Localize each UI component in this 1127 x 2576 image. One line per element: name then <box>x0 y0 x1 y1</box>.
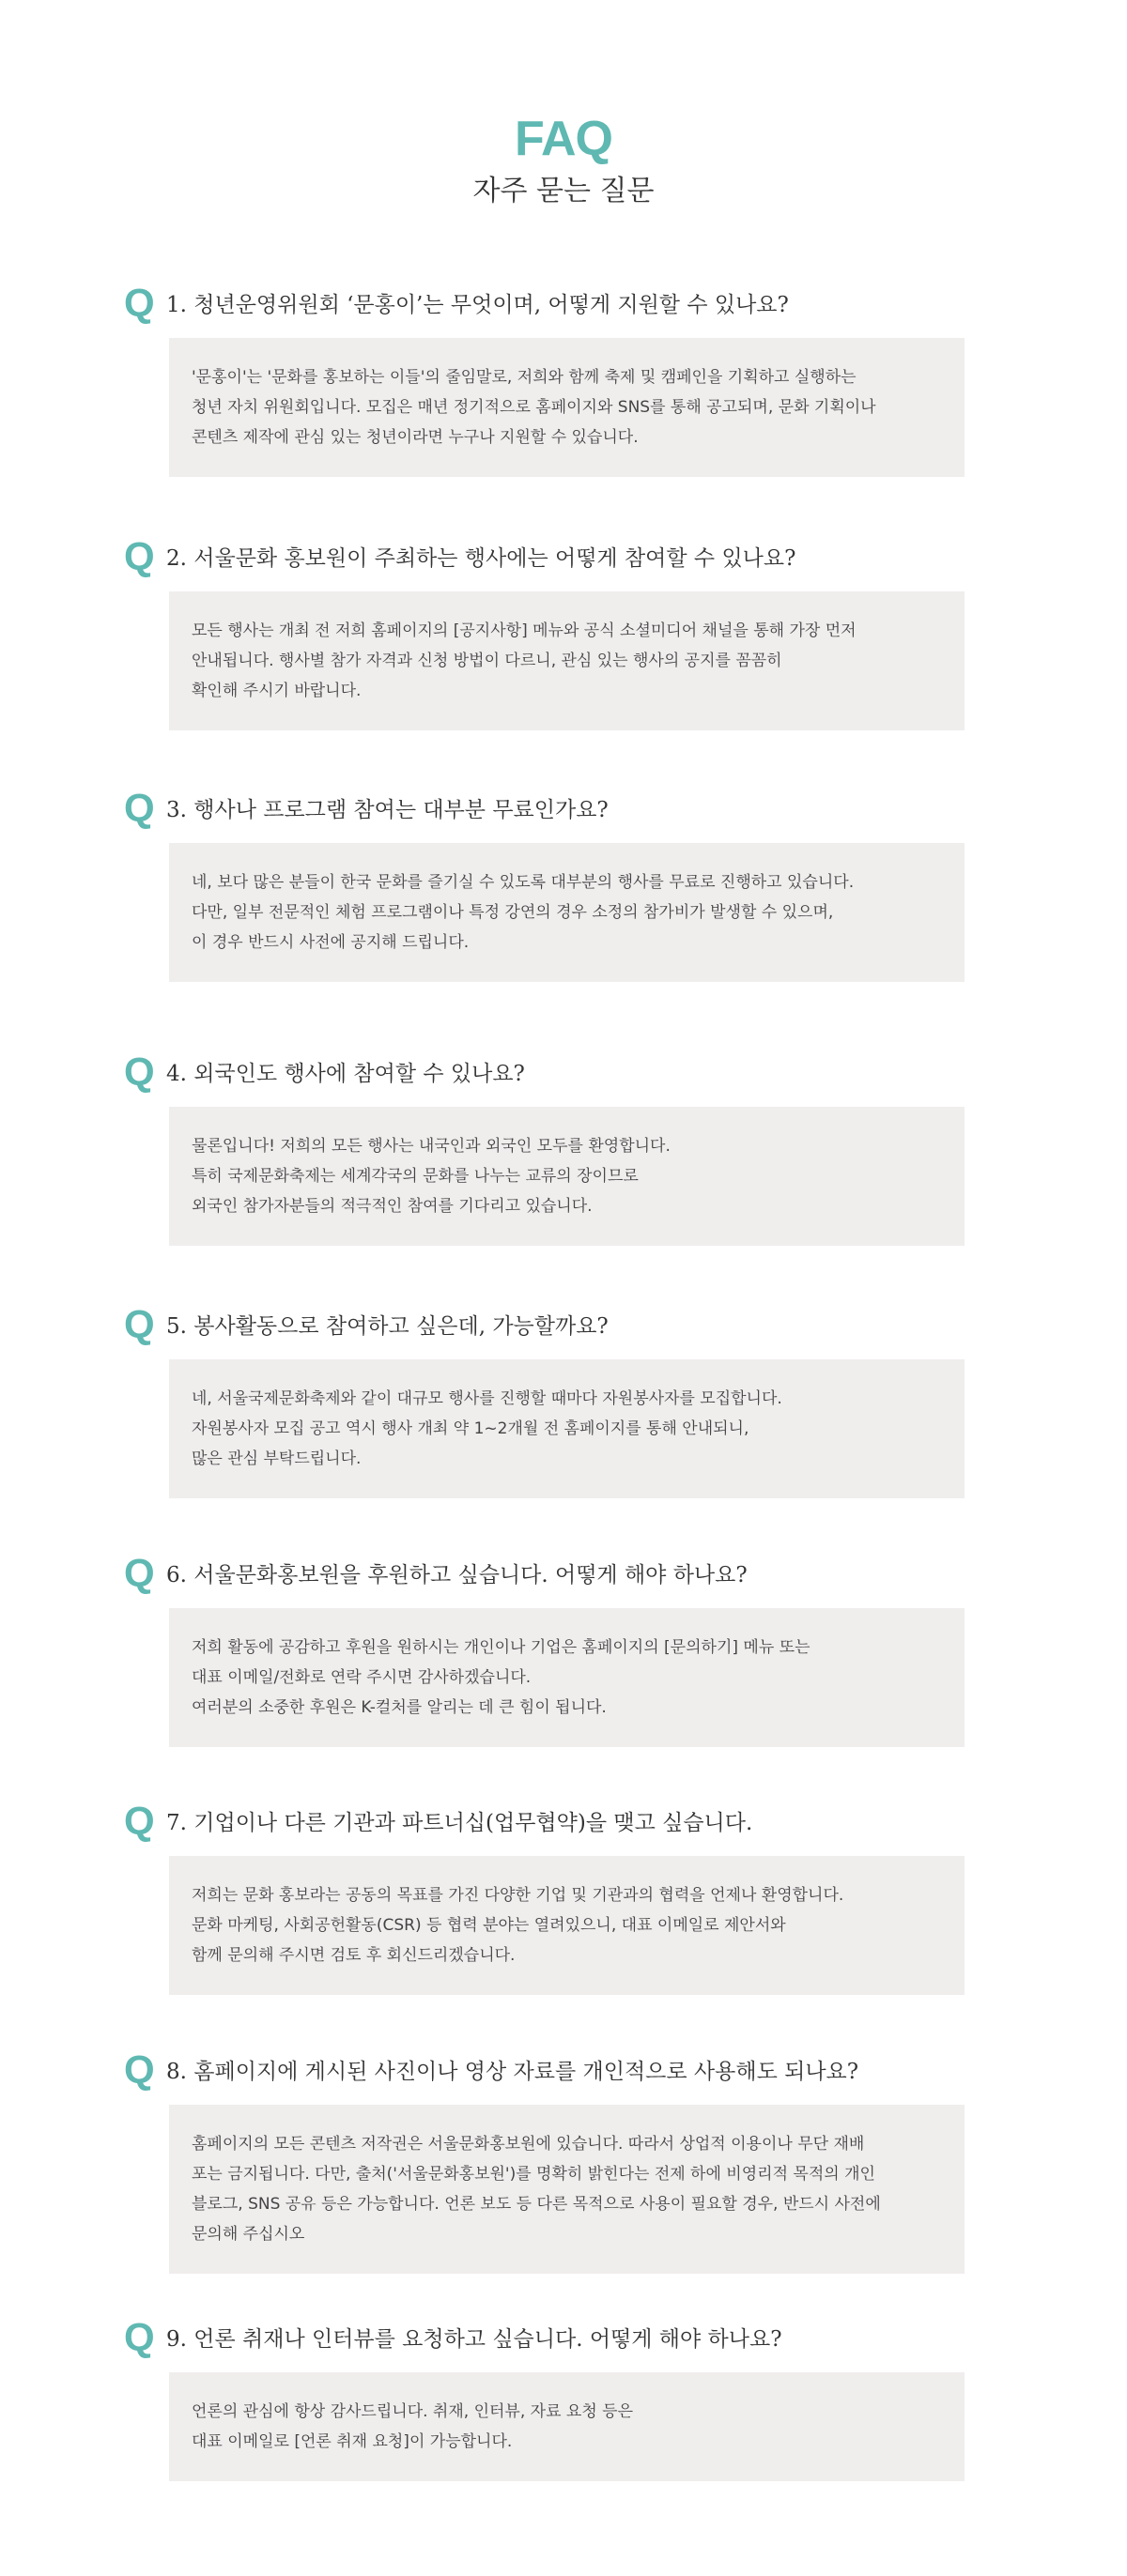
faq-answer <box>169 2372 965 2481</box>
answer-line: 함께 문의해 주시면 검토 후 회신드리겠습니다. <box>192 1946 516 1965</box>
answer-line: 모든 행사는 개최 전 저희 홈페이지의 [공지사항] 메뉴와 공식 소셜미디어 채널을 통해 가장 먼저 <box>192 621 857 640</box>
faq-item-6 <box>124 1550 965 1747</box>
faq-question: 7. 기업이나 다른 기관과 파트너십(업무협약)을 맺고 싶습니다. <box>166 1811 753 1835</box>
faq-question: 2. 서울문화 홍보원이 주최하는 행사에는 어떻게 참여할 수 있나요? <box>166 546 796 571</box>
answer-line: 대표 이메일로 [언론 취재 요청]이 가능합니다. <box>192 2432 513 2451</box>
faq-question: 9. 언론 취재나 인터뷰를 요청하고 싶습니다. 어떻게 해야 하나요? <box>166 2327 782 2352</box>
answer-line: 청년 자치 위원회입니다. 모집은 매년 정기적으로 홈페이지와 SNS를 통해 공고되며, 문화 기획이나 <box>192 398 876 417</box>
answer-line: 다만, 일부 전문적인 체험 프로그램이나 특정 강연의 경우 소정의 참가비가 발생할 수 있으며, <box>192 903 834 922</box>
answer-line: '문홍이'는 '문화를 홍보하는 이들'의 줄임말로, 저희와 함께 축제 및 캠페인을 기획하고 실행하는 <box>192 368 857 387</box>
faq-question-row[interactable] <box>124 533 965 582</box>
faq-answer <box>169 1608 965 1747</box>
faq-question-row[interactable] <box>124 1049 965 1097</box>
q-icon: Q <box>124 1302 155 1346</box>
answer-line: 많은 관심 부탁드립니다. <box>192 1449 362 1468</box>
faq-question: 8. 홈페이지에 게시된 사진이나 영상 자료를 개인적으로 사용해도 되나요? <box>166 2060 859 2084</box>
answer-line: 안내됩니다. 행사별 참가 자격과 신청 방법이 다르니, 관심 있는 행사의 공지를 꼼꼼히 <box>192 652 782 670</box>
faq-item-3 <box>124 785 965 982</box>
answer-line: 저희는 문화 홍보라는 공동의 목표를 가진 다양한 기업 및 기관과의 협력을 언제나 환영합니다. <box>192 1886 844 1905</box>
faq-answer <box>169 2105 965 2274</box>
faq-question: 5. 봉사활동으로 참여하고 싶은데, 가능할까요? <box>166 1314 609 1339</box>
faq-question-row[interactable] <box>124 1550 965 1599</box>
answer-line: 문의해 주십시오 <box>192 2225 305 2244</box>
faq-answer <box>169 1856 965 1995</box>
answer-line: 저희 활동에 공감하고 후원을 원하시는 개인이나 기업은 홈페이지의 [문의하기] 메뉴 또는 <box>192 1638 811 1657</box>
faq-question-row[interactable] <box>124 280 965 329</box>
q-icon: Q <box>124 2315 155 2359</box>
answer-line: 특히 국제문화축제는 세계각국의 문화를 나누는 교류의 장이므로 <box>192 1167 639 1186</box>
faq-answer <box>169 338 965 477</box>
faq-question-row[interactable] <box>124 2047 965 2095</box>
faq-item-5 <box>124 1301 965 1498</box>
answer-line: 블로그, SNS 공유 등은 가능합니다. 언론 보도 등 다른 목적으로 사용이 필요할 경우, 반드시 사전에 <box>192 2195 881 2214</box>
answer-line: 확인해 주시기 바랍니다. <box>192 682 362 700</box>
answer-line: 여러분의 소중한 후원은 K-컬처를 알리는 데 큰 힘이 됩니다. <box>192 1698 607 1717</box>
q-icon: Q <box>124 1799 155 1843</box>
q-icon: Q <box>124 1551 155 1595</box>
answer-line: 콘텐츠 제작에 관심 있는 청년이라면 누구나 지원할 수 있습니다. <box>192 428 639 447</box>
page-subtitle: 자주 묻는 질문 <box>472 175 655 207</box>
faq-answer <box>169 1359 965 1498</box>
faq-question-row[interactable] <box>124 785 965 834</box>
answer-line: 네, 보다 많은 분들이 한국 문화를 즐기실 수 있도록 대부분의 행사를 무료로 진행하고 있습니다. <box>192 873 855 892</box>
faq-answer <box>169 591 965 730</box>
faq-question: 4. 외국인도 행사에 참여할 수 있나요? <box>166 1062 525 1086</box>
q-icon: Q <box>124 534 155 578</box>
faq-question-row[interactable] <box>124 2314 965 2363</box>
answer-line: 홈페이지의 모든 콘텐츠 저작권은 서울문화홍보원에 있습니다. 따라서 상업적 이용이나 무단 재배 <box>192 2135 865 2154</box>
answer-line: 네, 서울국제문화축제와 같이 대규모 행사를 진행할 때마다 자원봉사자를 모집합니다. <box>192 1389 782 1408</box>
answer-line: 포는 금지됩니다. 다만, 출처('서울문화홍보원')를 명확히 밝힌다는 전제 하에 비영리적 목적의 개인 <box>192 2165 875 2184</box>
page-header <box>0 111 1127 208</box>
q-icon: Q <box>124 1050 155 1094</box>
faq-question: 1. 청년운영위원회 ‘문홍이’는 무엇이며, 어떻게 지원할 수 있나요? <box>166 293 789 317</box>
faq-item-7 <box>124 1798 965 1995</box>
faq-question-row[interactable] <box>124 1798 965 1847</box>
answer-line: 대표 이메일/전화로 연락 주시면 감사하겠습니다. <box>192 1668 532 1687</box>
faq-item-2 <box>124 533 965 730</box>
answer-line: 자원봉사자 모집 공고 역시 행사 개최 약 1~2개월 전 홈페이지를 통해 안내되니, <box>192 1419 749 1438</box>
q-icon: Q <box>124 786 155 830</box>
faq-question-row[interactable] <box>124 1301 965 1350</box>
faq-item-1 <box>124 280 965 477</box>
faq-answer <box>169 1107 965 1246</box>
faq-answer <box>169 843 965 982</box>
faq-item-9 <box>124 2314 965 2481</box>
faq-question: 6. 서울문화홍보원을 후원하고 싶습니다. 어떻게 해야 하나요? <box>166 1563 748 1587</box>
answer-line: 이 경우 반드시 사전에 공지해 드립니다. <box>192 933 470 952</box>
faq-item-8 <box>124 2047 965 2274</box>
faq-question: 3. 행사나 프로그램 참여는 대부분 무료인가요? <box>166 798 609 822</box>
q-icon: Q <box>124 281 155 325</box>
answer-line: 언론의 관심에 항상 감사드립니다. 취재, 인터뷰, 자료 요청 등은 <box>192 2402 633 2421</box>
q-icon: Q <box>124 2047 155 2092</box>
faq-item-4 <box>124 1049 965 1246</box>
answer-line: 물론입니다! 저희의 모든 행사는 내국인과 외국인 모두를 환영합니다. <box>192 1137 671 1156</box>
page-title: FAQ <box>515 112 612 166</box>
answer-line: 외국인 참가자분들의 적극적인 참여를 기다리고 있습니다. <box>192 1197 593 1216</box>
answer-line: 문화 마케팅, 사회공헌활동(CSR) 등 협력 분야는 열려있으니, 대표 이메일로 제안서와 <box>192 1916 786 1935</box>
